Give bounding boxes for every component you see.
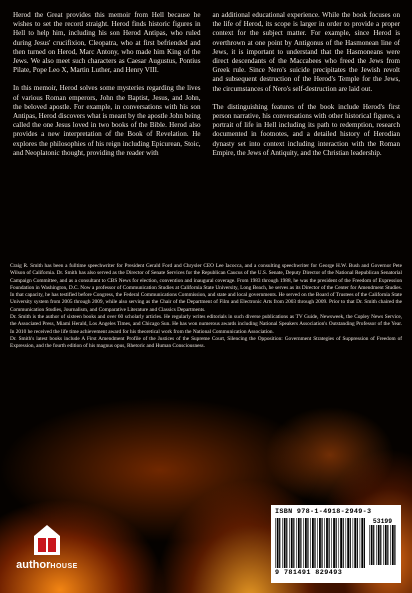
publisher-logo xyxy=(12,523,82,583)
logo-author: author xyxy=(16,559,51,571)
logo-wordmark xyxy=(16,559,78,571)
price-barcode-bars xyxy=(369,525,396,565)
logo-house: HOUSE xyxy=(50,563,78,570)
bio-paragraph-3: Dr. Smith's latest books include A First Amendment Profile of the Justices of the Supreme Court, Silencing the Opposition: Government Strategies of Suppression of Freedom of Expression, and the fourth edition of his magnus opus, Rhetoric and Human Consciousness. xyxy=(10,335,402,350)
book-house-icon xyxy=(32,523,62,557)
left-paragraph-1: Herod the Great provides this memoir from Hell because he wishes to set the record straight. Herod finds historic figures in Hell to help him, including his son Herod Antipas, who ruled during Jesus' crucifixion, Cleopatra, who at first befriended and then turned on Herod, Marc Antony, who made him King of the Jews. We also meet such characters as Caesar Augustus, Pontius Pilate, Pope Leo X, Martin Luther, and Henry VIII. xyxy=(13,11,201,75)
right-paragraph-1: an additional educational experience. While the book focuses on the life of Herod, its scope is larger in order to provide a proper context for the subject matter. For example, since Herod is overthrown at one point by Antigonus of the Hasmonean line of Jews, it is important to understand that the Hasmoneans were direct descendants of the Maccabees who freed the Jews from Greek rule. Since Nero's suicide precipitates the Jewish revolt and subsequent destruction of the Herod's Temple for the Jews, the circumstances of Nero's self-destruction are laid out. xyxy=(212,11,400,93)
isbn-barcode xyxy=(271,505,401,583)
right-column xyxy=(213,11,401,258)
isbn-label: ISBN 978-1-4918-2949-3 xyxy=(275,508,372,516)
left-paragraph-2: In this memoir, Herod solves some mysteries regarding the lives of various Roman emperors, John the Baptist, Jesus, and John, the beloved apostle. For example, in conversations with his son Antipas, Herod discovers what is meant by the apostle John being called the one Jesus loved in two books of the Bible. Herod also provides a new interpretation of the Book of Revelation. He explores the philosophies of his reign including Epicurean, Stoic, and Neoplatonic thought, providing the reader with xyxy=(13,84,201,157)
left-column xyxy=(13,11,201,258)
price-code: 53199 xyxy=(372,518,393,525)
author-bio xyxy=(10,263,402,351)
ean-barcode-bars xyxy=(275,518,367,568)
right-paragraph-2: The distinguishing features of the book include Herod's first person narrative, his conversations with other historical figures, a portrait of life in Hell including its path to redemption, research documented in footnotes, and a detailed history of Herodian dynasty set into context including interaction with the Roman Empire, the Jews of Antiquity, and the Christian leadership. xyxy=(212,102,400,157)
description-section xyxy=(0,0,412,258)
bio-paragraph-2: Dr. Smith is the author of sixteen books and over 60 scholarly articles. He regularly writes editorials in such diverse publications as TV Guide, Newsweek, the Copley News Service, the Associated Press, Miami Herald, Los Angeles Times, and Chicago Sun. He has won numerous awards including National Speakers Association's Outstanding Professor of the Year. In 2010 he received the life time achievement award for his theoretical work from the National Communication Association. xyxy=(10,314,402,335)
bio-paragraph-1: Craig R. Smith has been a fulltime speechwriter for President Gerald Ford and Chrysler CEO Lee Iacocca, and a consulting speechwriter for George H.W. Bush and Governor Pete Wilson of California. Dr. Smith has also served as the Director of Senate Services for the Republican Caucus of the U.S. Senate, Deputy Director of the National Republican Senatorial Campaign Committee, and as a consultant to CBS News for election, convention and inaugural coverage. From 1983 through 1988, he was the president of the Freedom of Expression Foundation in Washington, D.C. Now a professor of Communication Studies at California State University, Long Beach, he serves as its Director of the Center for Amendment Studies. In that capacity, he has testified before Congress, the Federal Communications Commission, and state and local governments. He served on the Board of Trustees of the California State University system from 2005 through 2009, while also serving as the Chair of the Department of Film and Electronic Arts from 2003 through 2009. Prior to that Dr. Smith chaired the Communication Studies, Journalism, and Comparative Literature and Classics Departments. xyxy=(10,263,402,313)
isbn-number: 9 781491 829493 xyxy=(275,569,343,577)
